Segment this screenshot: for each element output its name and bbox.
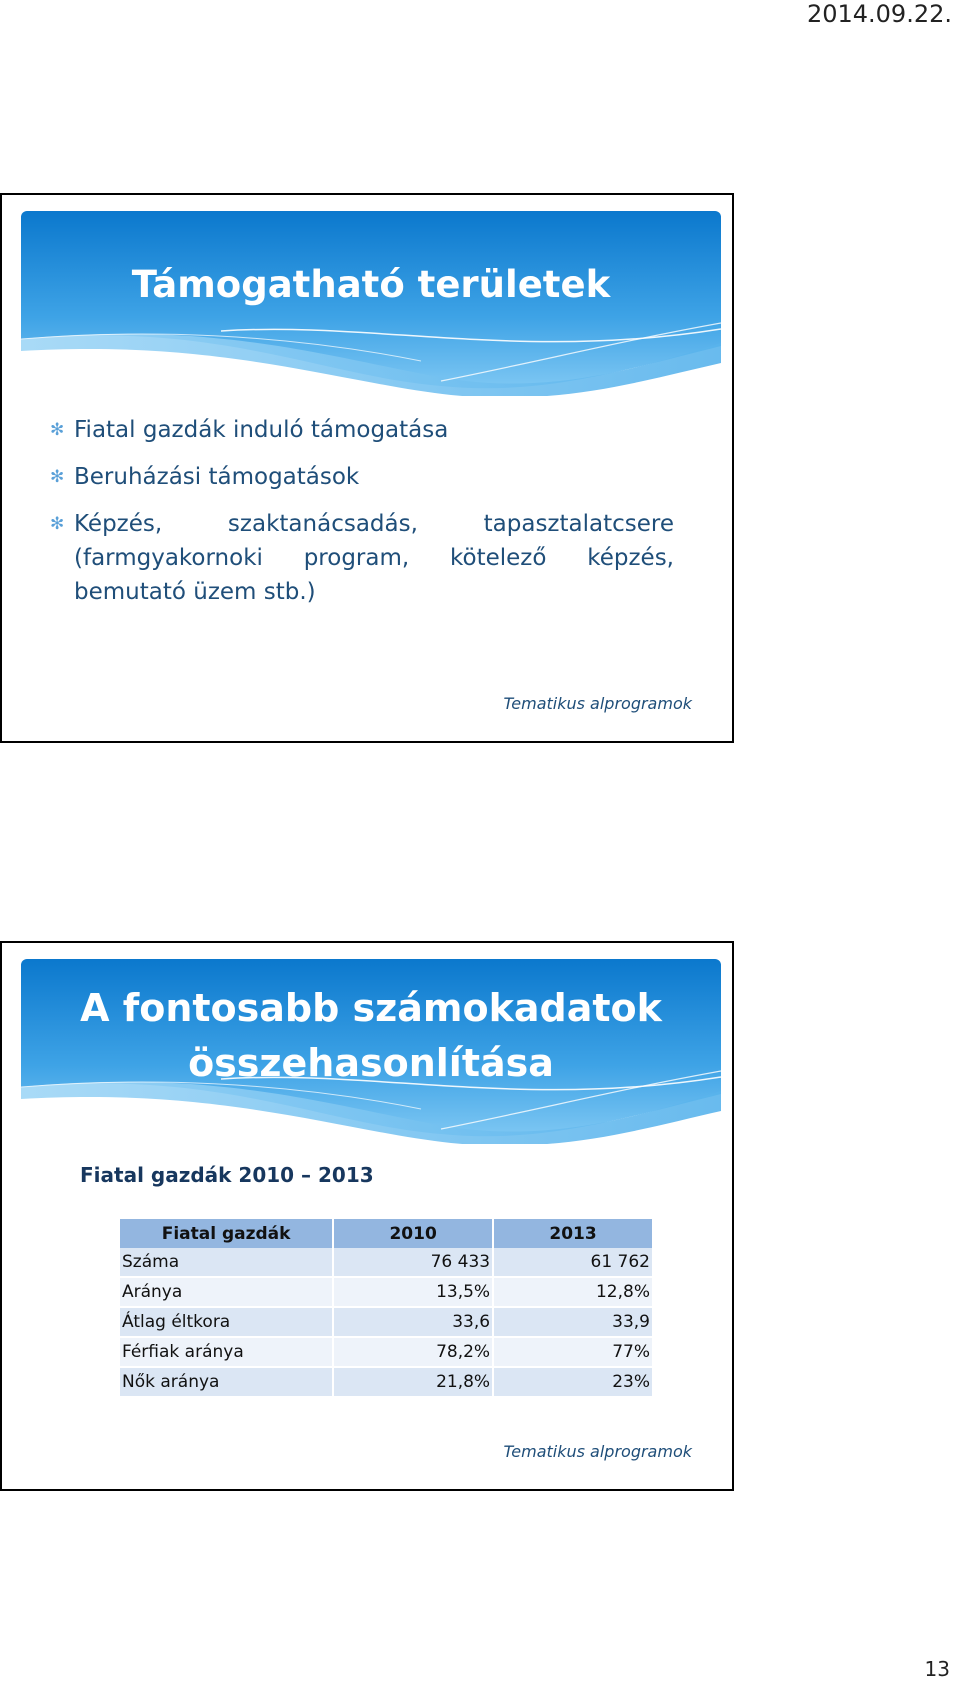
page-number: 13 [924,1657,950,1681]
asterisk-bullet-icon: ✻ [50,467,65,487]
cell-2013: 12,8% [493,1277,653,1307]
page-date: 2014.09.22. [806,0,952,28]
slide-title-line-1: A fontosabb számokadatok [80,986,662,1030]
cell-2013: 33,9 [493,1307,653,1337]
column-header: 2010 [333,1219,493,1248]
table-row [120,1337,653,1367]
cell-2013: 23% [493,1367,653,1397]
column-header: 2013 [493,1219,653,1248]
cell-2010: 21,8% [333,1367,493,1397]
row-label: Férfiak aránya [120,1337,333,1367]
slide-title [21,981,721,1091]
table-row [120,1248,653,1277]
slide-szamadatok-osszehasonlitasa [0,941,734,1491]
cell-2010: 78,2% [333,1337,493,1367]
row-label: Száma [120,1248,333,1277]
table-header-row [120,1219,653,1248]
cell-2013: 61 762 [493,1248,653,1277]
slide-footer: Tematikus alprogramok [503,694,692,713]
asterisk-bullet-icon: ✻ [50,420,65,440]
cell-2010: 76 433 [333,1248,493,1277]
slide-title-line-2: összehasonlítása [188,1041,554,1085]
bullet-item: ✻ Képzés, szaktanácsadás, tapasztalatcsere (farmgyakornoki program, kötelező képzés, bemutató üzem stb.) [74,507,674,609]
slide-header [21,211,721,396]
bullet-list [50,413,674,622]
asterisk-bullet-icon: ✻ [50,514,65,534]
slide-header [21,959,721,1144]
table-row [120,1307,653,1337]
table-row [120,1367,653,1397]
slide-title: Támogatható területek [131,263,611,306]
column-header: Fiatal gazdák [120,1219,333,1248]
slide-tamogathato-teruletek [0,193,734,743]
bullet-item: ✻ Beruházási támogatások [74,460,674,494]
row-label: Aránya [120,1277,333,1307]
row-label: Átlag éltkora [120,1307,333,1337]
row-label: Nők aránya [120,1367,333,1397]
cell-2010: 33,6 [333,1307,493,1337]
bullet-item: ✻ Fiatal gazdák induló támogatása [74,413,674,447]
cell-2013: 77% [493,1337,653,1367]
table-row [120,1277,653,1307]
table-subheading: Fiatal gazdák 2010 – 2013 [80,1163,374,1187]
cell-2010: 13,5% [333,1277,493,1307]
comparison-table [120,1219,654,1398]
slide-footer: Tematikus alprogramok [503,1442,692,1461]
